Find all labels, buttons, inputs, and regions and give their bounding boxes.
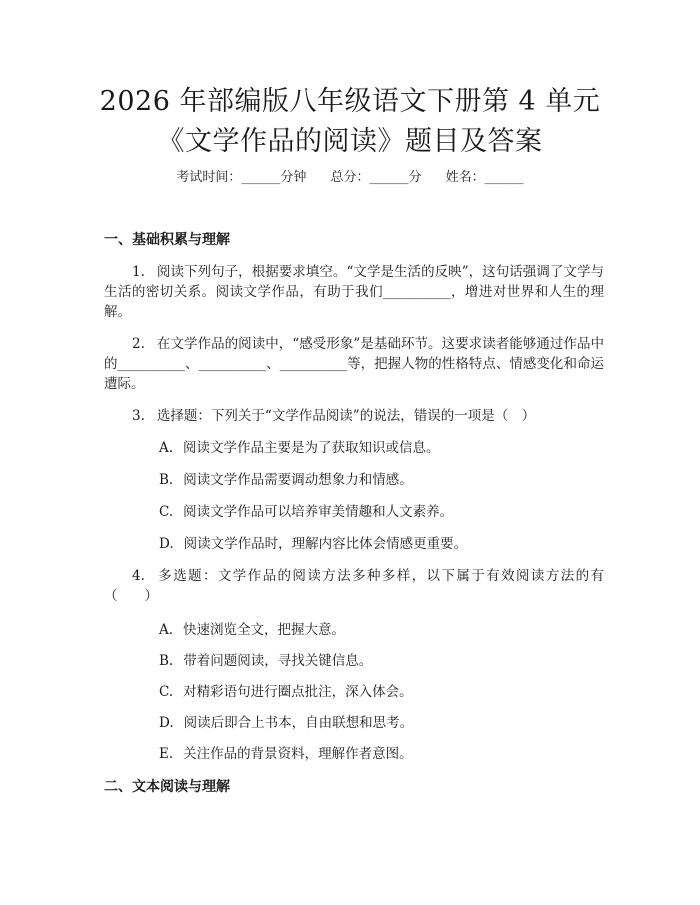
option-text: 对精彩语句进行圈点批注，深入体会。 (183, 684, 413, 700)
question-number: 1. (132, 264, 145, 280)
option-4e (159, 744, 413, 764)
question-text: 选择题：下列关于“文学作品阅读”的说法，错误的一项是（ ） (156, 408, 536, 424)
option-letter: D. (159, 536, 174, 552)
option-3a (159, 438, 440, 458)
option-text: 阅读文学作品时，理解内容比体会情感更重要。 (183, 536, 468, 552)
option-text: 阅读文学作品主要是为了获取知识或信息。 (183, 440, 440, 456)
question-text: 在文学作品的阅读中，“感受形象”是基础环节。这要求读者能够通过作品中的__________、__________、__________等，把握人物的性格特点、情感变化和命运遭际。 (104, 336, 604, 392)
option-letter: E. (159, 746, 174, 762)
option-text: 阅读文学作品可以培养审美情趣和人文素养。 (183, 504, 454, 520)
question-text: 阅读下列句子，根据要求填空。“文学是生活的反映”，这句话强调了文学与生活的密切关系。阅读文学作品，有助于我们__________，增进对世界和人生的理解。 (104, 264, 604, 320)
section-heading-2: 二、文本阅读与理解 (104, 779, 230, 795)
option-text: 关注作品的背景资料，理解作者意图。 (183, 746, 413, 762)
question-2 (104, 334, 604, 394)
question-3 (104, 406, 604, 426)
option-text: 快速浏览全文，把握大意。 (183, 622, 346, 638)
option-letter: A. (159, 440, 174, 456)
option-4d (159, 713, 413, 733)
option-4c (159, 682, 413, 702)
option-3d (159, 534, 467, 554)
question-number: 4. (132, 568, 145, 584)
exam-score: 总分：______分 (330, 170, 422, 185)
section-heading-1: 一、基础积累与理解 (104, 232, 230, 248)
question-number: 3. (132, 408, 145, 424)
exam-info (0, 168, 700, 188)
option-letter: B. (159, 653, 174, 669)
option-text: 带着问题阅读，寻找关键信息。 (183, 653, 373, 669)
option-letter: C. (159, 504, 174, 520)
question-4 (104, 566, 604, 606)
option-3c (159, 502, 453, 522)
option-4b (159, 651, 372, 671)
option-4a (159, 620, 345, 640)
option-letter: B. (159, 472, 174, 488)
student-name: 姓名：______ (445, 170, 524, 185)
option-letter: A. (159, 622, 174, 638)
question-1 (104, 262, 604, 322)
question-text: 多选题：文学作品的阅读方法多种多样，以下属于有效阅读方法的有（ ） (104, 568, 604, 604)
option-letter: D. (159, 715, 174, 731)
page-title: 2026 年部编版八年级语文下册第 4 单元《文学作品的阅读》题目及答案 (99, 86, 601, 157)
exam-time: 考试时间：______分钟 (176, 170, 307, 185)
option-text: 阅读文学作品需要调动想象力和情感。 (183, 472, 413, 488)
option-3b (159, 470, 413, 490)
option-text: 阅读后即合上书本，自由联想和思考。 (183, 715, 414, 731)
question-number: 2. (132, 336, 145, 352)
option-letter: C. (159, 684, 174, 700)
